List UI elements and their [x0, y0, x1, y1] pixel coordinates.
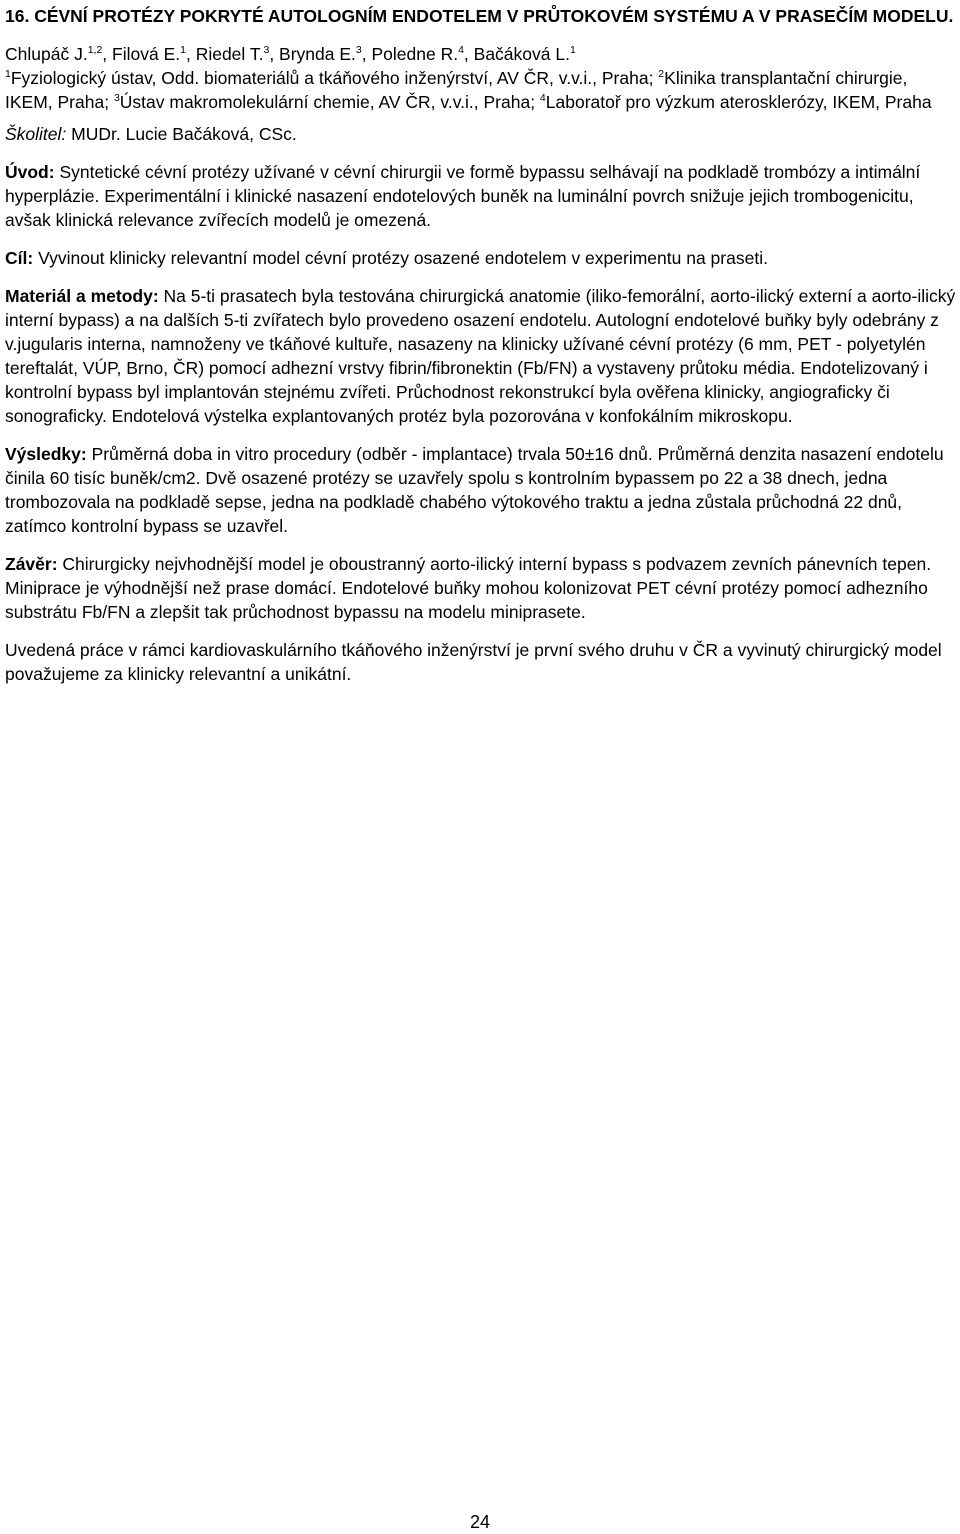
section-methods	[5, 284, 957, 428]
affil-sup: 4	[539, 92, 546, 105]
author-name: Poledne R.	[371, 44, 459, 64]
section-text: Na 5-ti prasatech byla testována chirurgická anatomie (iliko-femorální, aorto-ilický externí a aorto-ilický interní bypass) a na dalších 5-ti zvířatech bylo provedeno osazení endotelu. Autologní endotelové buňky byly odebrány z v.jugularis interna, namnoženy ve tkáňové kultuře, nasazeny na klinicky užívané cévní protézy (6 mm, PET - polyetylén tereftalát, VÚP, Brno, ČR) pomocí adhezní vrstvy fibrin/fibronektin (Fb/FN) a vystaveny průtoku média. Endotelizovaný i kontrolní bypass byl implantován stejnému zvířeti. Průchodnost rekonstrukcí byla ověřena klinicky, angiograficky či sonograficky. Endotelová výstelka explantovaných protéz byla pozorována v konfokálním mikroskopu.	[5, 286, 956, 426]
section-aim	[5, 246, 957, 270]
author-name: Chlupáč J.	[5, 44, 88, 64]
section-heading: Úvod:	[5, 162, 55, 182]
author-list: Chlupáč J.$^{1,2}$, Filová E.$^1$, Riedel T.$^3$, Brynda E.$^3$, Poledne R.$^4$, Bačáková L.$^1$	[5, 44, 576, 64]
author-affil-sup: 1	[180, 44, 186, 57]
section-text: Uvedená práce v rámci kardiovaskulárního tkáňového inženýrství je první svého druhu v ČR a vyvinutý chirurgický model považujeme za klinicky relevantní a unikátní.	[5, 640, 942, 684]
author-affil-sup: 4	[458, 44, 464, 57]
page-number: 24	[469, 1512, 491, 1532]
section-heading: Závěr:	[5, 554, 58, 574]
author-name: Bačáková L.	[473, 44, 570, 64]
affiliation: Fyziologický ústav, Odd. biomateriálů a tkáňového inženýrství, AV ČR, v.v.i., Praha;	[10, 68, 659, 88]
author-affil-sup: 1,2	[87, 44, 103, 57]
supervisor-label: Školitel:	[5, 124, 67, 144]
section-intro	[5, 160, 957, 232]
supervisor	[5, 122, 957, 146]
affiliations	[5, 66, 957, 114]
section-results	[5, 442, 957, 538]
affil-sup: 1	[5, 68, 11, 81]
section-text: Chirurgicky nejvhodnější model je oboustranný aorto-ilický interní bypass s podvazem zevních pánevních tepen. Miniprace je výhodnější než prase domácí. Endotelové buňky mohou kolonizovat PET cévní protézy pomocí adhezního substrátu Fb/FN a zlepšit tak průchodnost bypassu na modelu miniprasete.	[5, 554, 932, 622]
affiliation: Klinika transplantační chirurgie, IKEM, Praha;	[5, 68, 908, 112]
section-heading: Cíl:	[5, 248, 34, 268]
section-heading: Materiál a metody:	[5, 286, 159, 306]
document-page	[5, 0, 957, 686]
author-affil-sup: 1	[569, 44, 576, 57]
affiliation: Laboratoř pro výzkum aterosklerózy, IKEM, Praha	[545, 92, 932, 112]
author-affil-sup: 3	[263, 44, 270, 57]
paper-title: 16. CÉVNÍ PROTÉZY POKRYTÉ AUTOLOGNÍM ENDOTELEM V PRŮTOKOVÉM SYSTÉMU A V PRASEČÍM MODELU.	[5, 6, 954, 26]
supervisor-name: MUDr. Lucie Bačáková, CSc.	[66, 124, 297, 144]
affil-sup: 2	[658, 68, 665, 81]
section-text: Syntetické cévní protézy užívané v cévní chirurgii ve formě bypassu selhávají na podkladě trombózy a intimální hyperplázie. Experimentální i klinické nasazení endotelových buněk na luminální povrch snižuje jejich trombogenicitu, avšak klinická relevance zvířecích modelů je omezená.	[5, 162, 921, 230]
section-closing	[5, 638, 957, 686]
section-conclusion	[5, 552, 957, 624]
section-text: Průměrná doba in vitro procedury (odběr - implantace) trvala 50±16 dnů. Průměrná denzita nasazení endotelu činila 60 tisíc buněk/cm2. Dvě osazené protézy se uzavřely spolu s kontrolním bypassem po 22 a 38 dnech, jedna trombozovala na podkladě sepse, jedna na podkladě chabého výtokového traktu a jedna zůstala průchodná 22 dnů, zatímco kontrolní bypass se uzavřel.	[5, 444, 944, 536]
author-affil-sup: 3	[355, 44, 362, 57]
author-name: Riedel T.	[195, 44, 264, 64]
author-name: Brynda E.	[279, 44, 356, 64]
affiliation: Ústav makromolekulární chemie, AV ČR, v.v.i., Praha;	[119, 92, 540, 112]
section-text: Vyvinout klinicky relevantní model cévní protézy osazené endotelem v experimentu na praseti.	[33, 248, 768, 268]
section-heading: Výsledky:	[5, 444, 87, 464]
affil-sup: 3	[113, 92, 120, 105]
author-name: Filová E.	[112, 44, 181, 64]
